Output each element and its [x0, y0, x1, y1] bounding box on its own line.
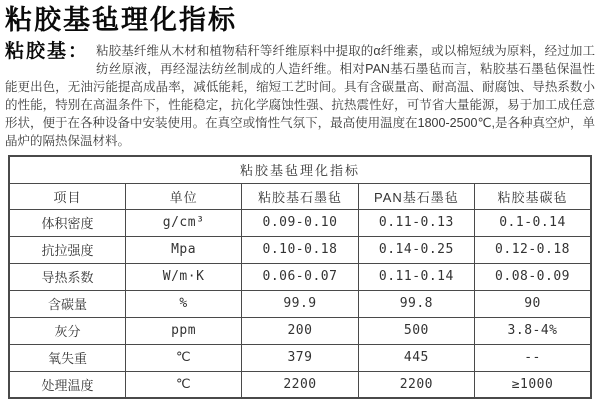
row-label-cell: 导热系数	[9, 263, 125, 290]
value-cell: 0.10-0.18	[242, 236, 358, 263]
table-row	[9, 290, 591, 317]
spec-table	[8, 155, 592, 399]
unit-cell: ppm	[125, 317, 241, 344]
value-cell: 3.8-4%	[475, 317, 591, 344]
value-cell: 0.08-0.09	[475, 263, 591, 290]
row-label-cell: 氧失重	[9, 344, 125, 371]
row-label-cell: 体积密度	[9, 209, 125, 236]
value-cell: 99.8	[358, 290, 474, 317]
value-cell: 200	[242, 317, 358, 344]
value-cell: 0.11-0.14	[358, 263, 474, 290]
row-label-cell: 抗拉强度	[9, 236, 125, 263]
value-cell: 0.06-0.07	[242, 263, 358, 290]
column-header: PAN基石墨毡	[358, 183, 474, 209]
row-label-cell: 处理温度	[9, 371, 125, 398]
value-cell: 99.9	[242, 290, 358, 317]
table-body	[9, 156, 591, 398]
table-row	[9, 263, 591, 290]
unit-cell: g/cm³	[125, 209, 241, 236]
intro-paragraph	[5, 42, 595, 150]
table-row	[9, 317, 591, 344]
column-header: 粘胶基石墨毡	[242, 183, 358, 209]
value-cell: 0.12-0.18	[475, 236, 591, 263]
unit-cell: W/m·K	[125, 263, 241, 290]
value-cell: 0.11-0.13	[358, 209, 474, 236]
value-cell: 500	[358, 317, 474, 344]
table-header-row	[9, 183, 591, 209]
table-caption-row	[9, 156, 591, 183]
value-cell: 2200	[242, 371, 358, 398]
table-row	[9, 344, 591, 371]
intro-label: 粘胶基：	[5, 41, 90, 62]
unit-cell: Mpa	[125, 236, 241, 263]
value-cell: 445	[358, 344, 474, 371]
value-cell: 2200	[358, 371, 474, 398]
value-cell: 0.14-0.25	[358, 236, 474, 263]
row-label-cell: 灰分	[9, 317, 125, 344]
unit-cell: %	[125, 290, 241, 317]
table-row	[9, 236, 591, 263]
row-label-cell: 含碳量	[9, 290, 125, 317]
column-header: 单位	[125, 183, 241, 209]
value-cell: --	[475, 344, 591, 371]
intro-text: 粘胶基纤维从木材和植物秸秆等纤维原料中提取的α纤维素，或以棉短绒为原料，经过加工纺丝原液，再经湿法纺丝制成的人造纤维。相对PAN基石墨毡而言，粘胶基石墨毡保温性能更出色，无油污能提高成晶率，减低能耗，缩短工艺时间。具有含碳量高、耐高温、耐腐蚀、导热系数小的性能，特别在高温条件下，性能稳定，抗化学腐蚀性强、抗热震性好，可节省大量能源，易于加工成任意形状，便于在各种设备中安装使用。在真空或惰性气氛下，最高使用温度在1800-2500℃,是各种真空炉，单晶炉的隔热保温材料。	[5, 44, 595, 148]
value-cell: 0.09-0.10	[242, 209, 358, 236]
column-header: 项目	[9, 183, 125, 209]
value-cell: 90	[475, 290, 591, 317]
table-caption: 粘胶基毡理化指标	[9, 156, 591, 183]
value-cell: ≥1000	[475, 371, 591, 398]
unit-cell: ℃	[125, 344, 241, 371]
table-row	[9, 371, 591, 398]
value-cell: 379	[242, 344, 358, 371]
value-cell: 0.1-0.14	[475, 209, 591, 236]
page-title: 粘胶基毡理化指标	[5, 5, 237, 35]
column-header: 粘胶基碳毡	[475, 183, 591, 209]
unit-cell: ℃	[125, 371, 241, 398]
table-row	[9, 209, 591, 236]
